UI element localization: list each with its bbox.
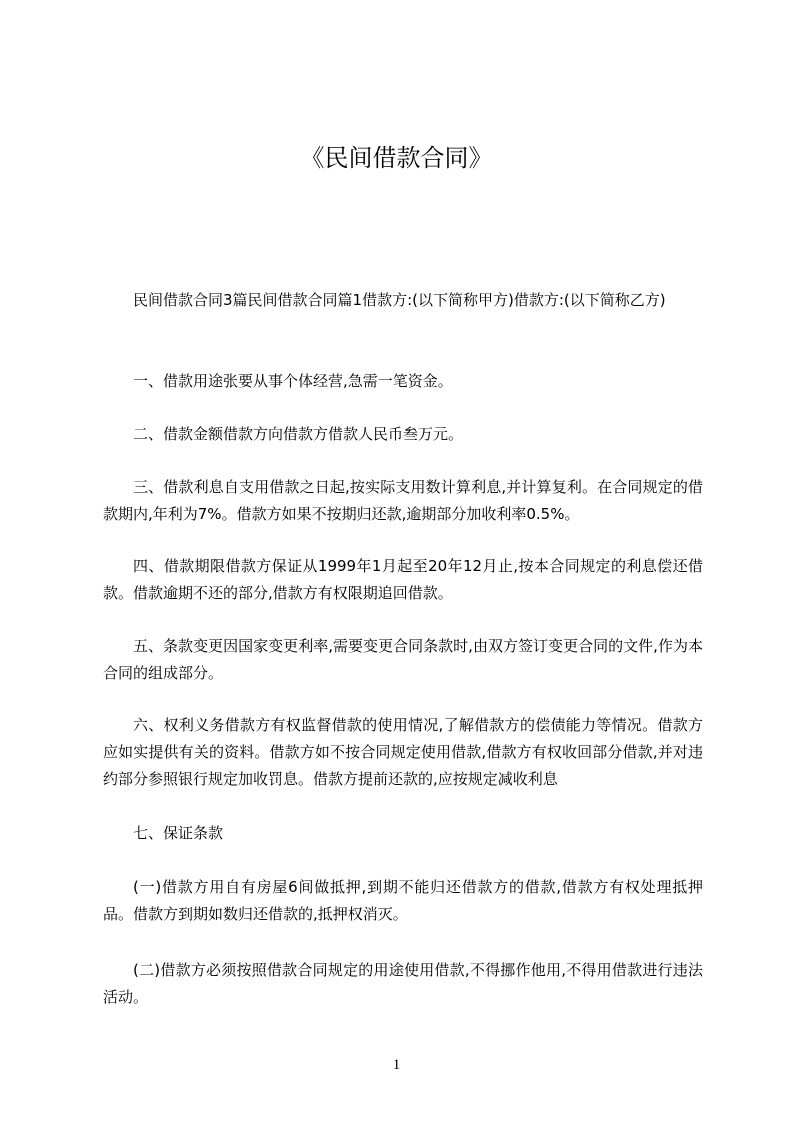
paragraph-clause-6: 六、权利义务借款方有权监督借款的使用情况,了解借款方的偿债能力等情况。借款方应如实提供有关的资料。借款方如不按合同规定使用借款,借款方有权收回部分借款,并对违约部分参照银行规定加收罚息。借款方提前还款的,应按规定减收利息 bbox=[103, 716, 703, 788]
paragraph-clause-3: 三、借款利息自支用借款之日起,按实际支用数计算利息,并计算复利。在合同规定的借款期内,年利为7%。借款方如果不按期归还款,逾期部分加收利率0.5%。 bbox=[103, 478, 703, 523]
paragraph-clause-5: 五、条款变更因国家变更利率,需要变更合同条款时,由双方签订变更合同的文件,作为本合同的组成部分。 bbox=[103, 637, 703, 682]
page-number: 1 bbox=[392, 1057, 401, 1073]
paragraph-clause-1: 一、借款用途张要从事个体经营,急需一笔资金。 bbox=[133, 372, 453, 390]
paragraph-clause-4: 四、借款期限借款方保证从1999年1月起至20年12月止,按本合同规定的利息偿还借款。借款逾期不还的部分,借款方有权限期追回借款。 bbox=[103, 557, 703, 602]
document-title: 《民间借款合同》 bbox=[300, 144, 493, 172]
paragraph-intro: 民间借款合同3篇民间借款合同篇1借款方:(以下简称甲方)借款方:(以下简称乙方) bbox=[133, 291, 666, 309]
paragraph-clause-7: 七、保证条款 bbox=[133, 824, 224, 842]
paragraph-clause-7-2: (二)借款方必须按照借款合同规定的用途使用借款,不得挪作他用,不得用借款进行违法活动。 bbox=[103, 961, 703, 1006]
paragraph-clause-7-1: (一)借款方用自有房屋6间做抵押,到期不能归还借款方的借款,借款方有权处理抵押品。借款方到期如数归还借款的,抵押权消灭。 bbox=[103, 878, 703, 923]
paragraph-clause-2: 二、借款金额借款方向借款方借款人民币叁万元。 bbox=[133, 425, 464, 443]
